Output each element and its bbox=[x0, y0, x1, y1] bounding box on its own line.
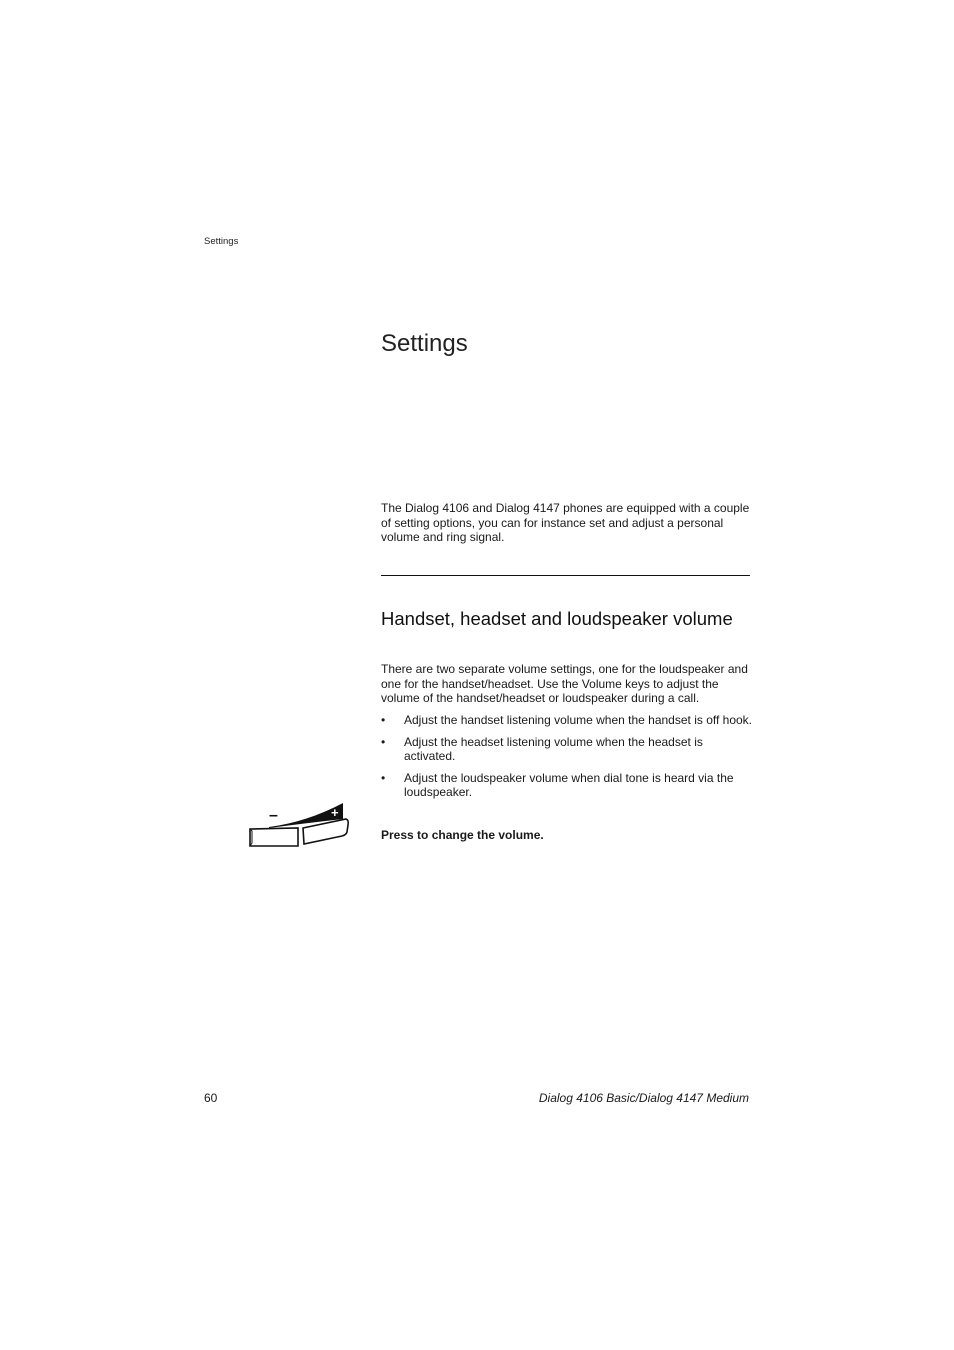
running-header: Settings bbox=[204, 236, 239, 247]
bullet-list bbox=[381, 713, 753, 807]
bullet-mark: • bbox=[381, 770, 386, 785]
page-title: Settings bbox=[381, 330, 468, 357]
section-divider bbox=[381, 575, 750, 576]
list-item-text: Adjust the loudspeaker volume when dial tone is heard via the loudspeaker. bbox=[404, 770, 734, 799]
volume-minus-label: – bbox=[269, 807, 278, 824]
bullet-mark: • bbox=[381, 713, 386, 727]
list-item-text: Adjust the handset listening volume when the handset is off hook. bbox=[404, 713, 753, 727]
list-item-text: Adjust the headset listening volume when the headset is activated. bbox=[404, 734, 703, 763]
bullet-mark: • bbox=[381, 734, 386, 749]
intro-paragraph: The Dialog 4106 and Dialog 4147 phones are equipped with a couple of setting options, you can for instance set and adjust a personal volume and ring signal. bbox=[381, 501, 750, 545]
page-number: 60 bbox=[204, 1091, 218, 1105]
instruction-text: Press to change the volume. bbox=[381, 828, 544, 842]
list-item bbox=[381, 713, 753, 727]
list-item bbox=[381, 735, 753, 763]
list-item bbox=[381, 771, 753, 799]
section-body: There are two separate volume settings, one for the loudspeaker and one for the handset/headset. Use the Volume keys to adjust the volume of the handset/headset or loudspeaker during a call. bbox=[381, 662, 748, 706]
volume-plus-label: + bbox=[331, 805, 339, 820]
section-title: Handset, headset and loudspeaker volume bbox=[381, 608, 733, 629]
footer-document-title: Dialog 4106 Basic/Dialog 4147 Medium bbox=[538, 1091, 749, 1105]
volume-keys-icon bbox=[247, 800, 353, 850]
volume-down-key bbox=[250, 828, 298, 846]
